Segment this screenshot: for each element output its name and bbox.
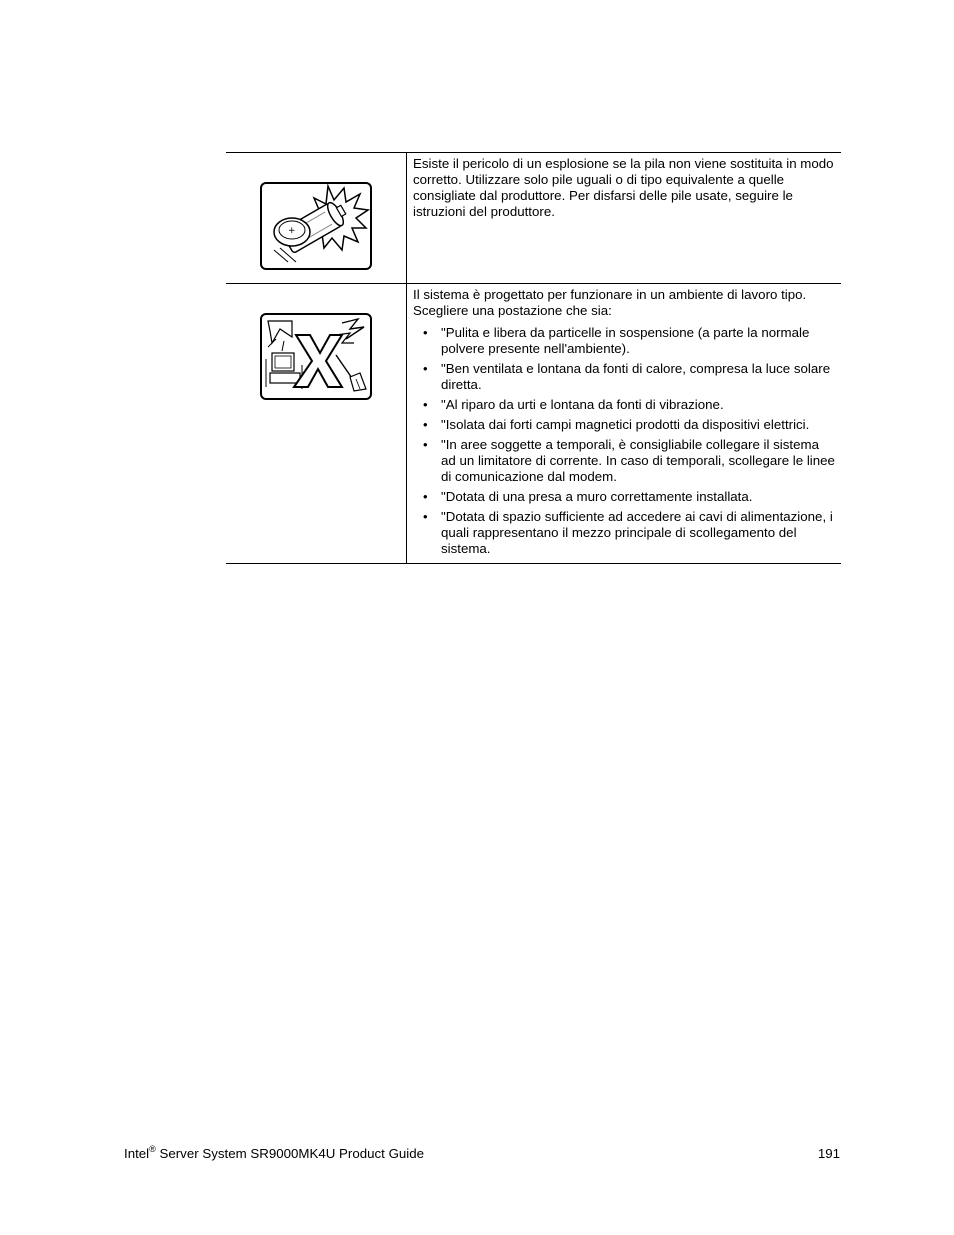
warnings-table <box>226 152 841 564</box>
environment-hazards-icon <box>260 313 372 400</box>
warning-row-environment <box>226 284 841 564</box>
footer-document-title: Intel® Server System SR9000MK4U Product Guide <box>124 1143 425 1161</box>
svg-text:+: + <box>288 226 296 236</box>
list-item: • "Dotata di una presa a muro correttamente installata. <box>423 489 753 504</box>
bullet-icon: • <box>423 397 428 412</box>
list-item: • "Pulita e libera da particelle in sospensione (a parte la normale polvere presente nell'ambiente). <box>423 325 810 356</box>
battery-explosion-icon <box>260 182 372 270</box>
bullet-icon: • <box>423 417 428 432</box>
warning-icon-cell <box>226 153 407 283</box>
list-item: • "Ben ventilata e lontana da fonti di calore, compresa la luce solare diretta. <box>423 361 831 392</box>
list-item: • "Isolata dai forti campi magnetici prodotti da dispositivi elettrici. <box>423 417 810 432</box>
list-item: • "Dotata di spazio sufficiente ad accedere ai cavi di alimentazione, i quali rappresentano il mezzo principale di scollegamento del sistema. <box>423 509 833 556</box>
bullet-icon: • <box>423 509 428 524</box>
warning-text-cell <box>407 284 841 563</box>
bullet-icon: • <box>423 489 428 504</box>
battery-warning-text: Esiste il pericolo di un esplosione se la pila non viene sostituita in modo corretto. Utilizzare solo pile uguali o di tipo equivalente a quelle consigliate dal produttore. Per disfarsi delle pile usate, seguire le istruzioni del produttore. <box>413 156 834 219</box>
environment-bullet-list <box>413 325 835 557</box>
page-number: 191 <box>817 1146 840 1161</box>
environment-intro-text: Il sistema è progettato per funzionare in un ambiente di lavoro tipo. Scegliere una postazione che sia: <box>413 287 807 318</box>
bullet-icon: • <box>423 361 428 376</box>
bullet-icon: • <box>423 325 428 340</box>
registered-mark: ® <box>149 1143 156 1154</box>
bullet-icon: • <box>423 437 428 452</box>
warning-row-battery <box>226 153 841 284</box>
list-item: • "In aree soggette a temporali, è consigliabile collegare il sistema ad un limitatore di corrente. In caso di temporali, scollegare le linee di comunicazione dal modem. <box>423 437 835 484</box>
list-item: • "Al riparo da urti e lontana da fonti di vibrazione. <box>423 397 724 412</box>
warning-icon-cell <box>226 284 407 563</box>
warning-text-cell <box>407 153 841 283</box>
